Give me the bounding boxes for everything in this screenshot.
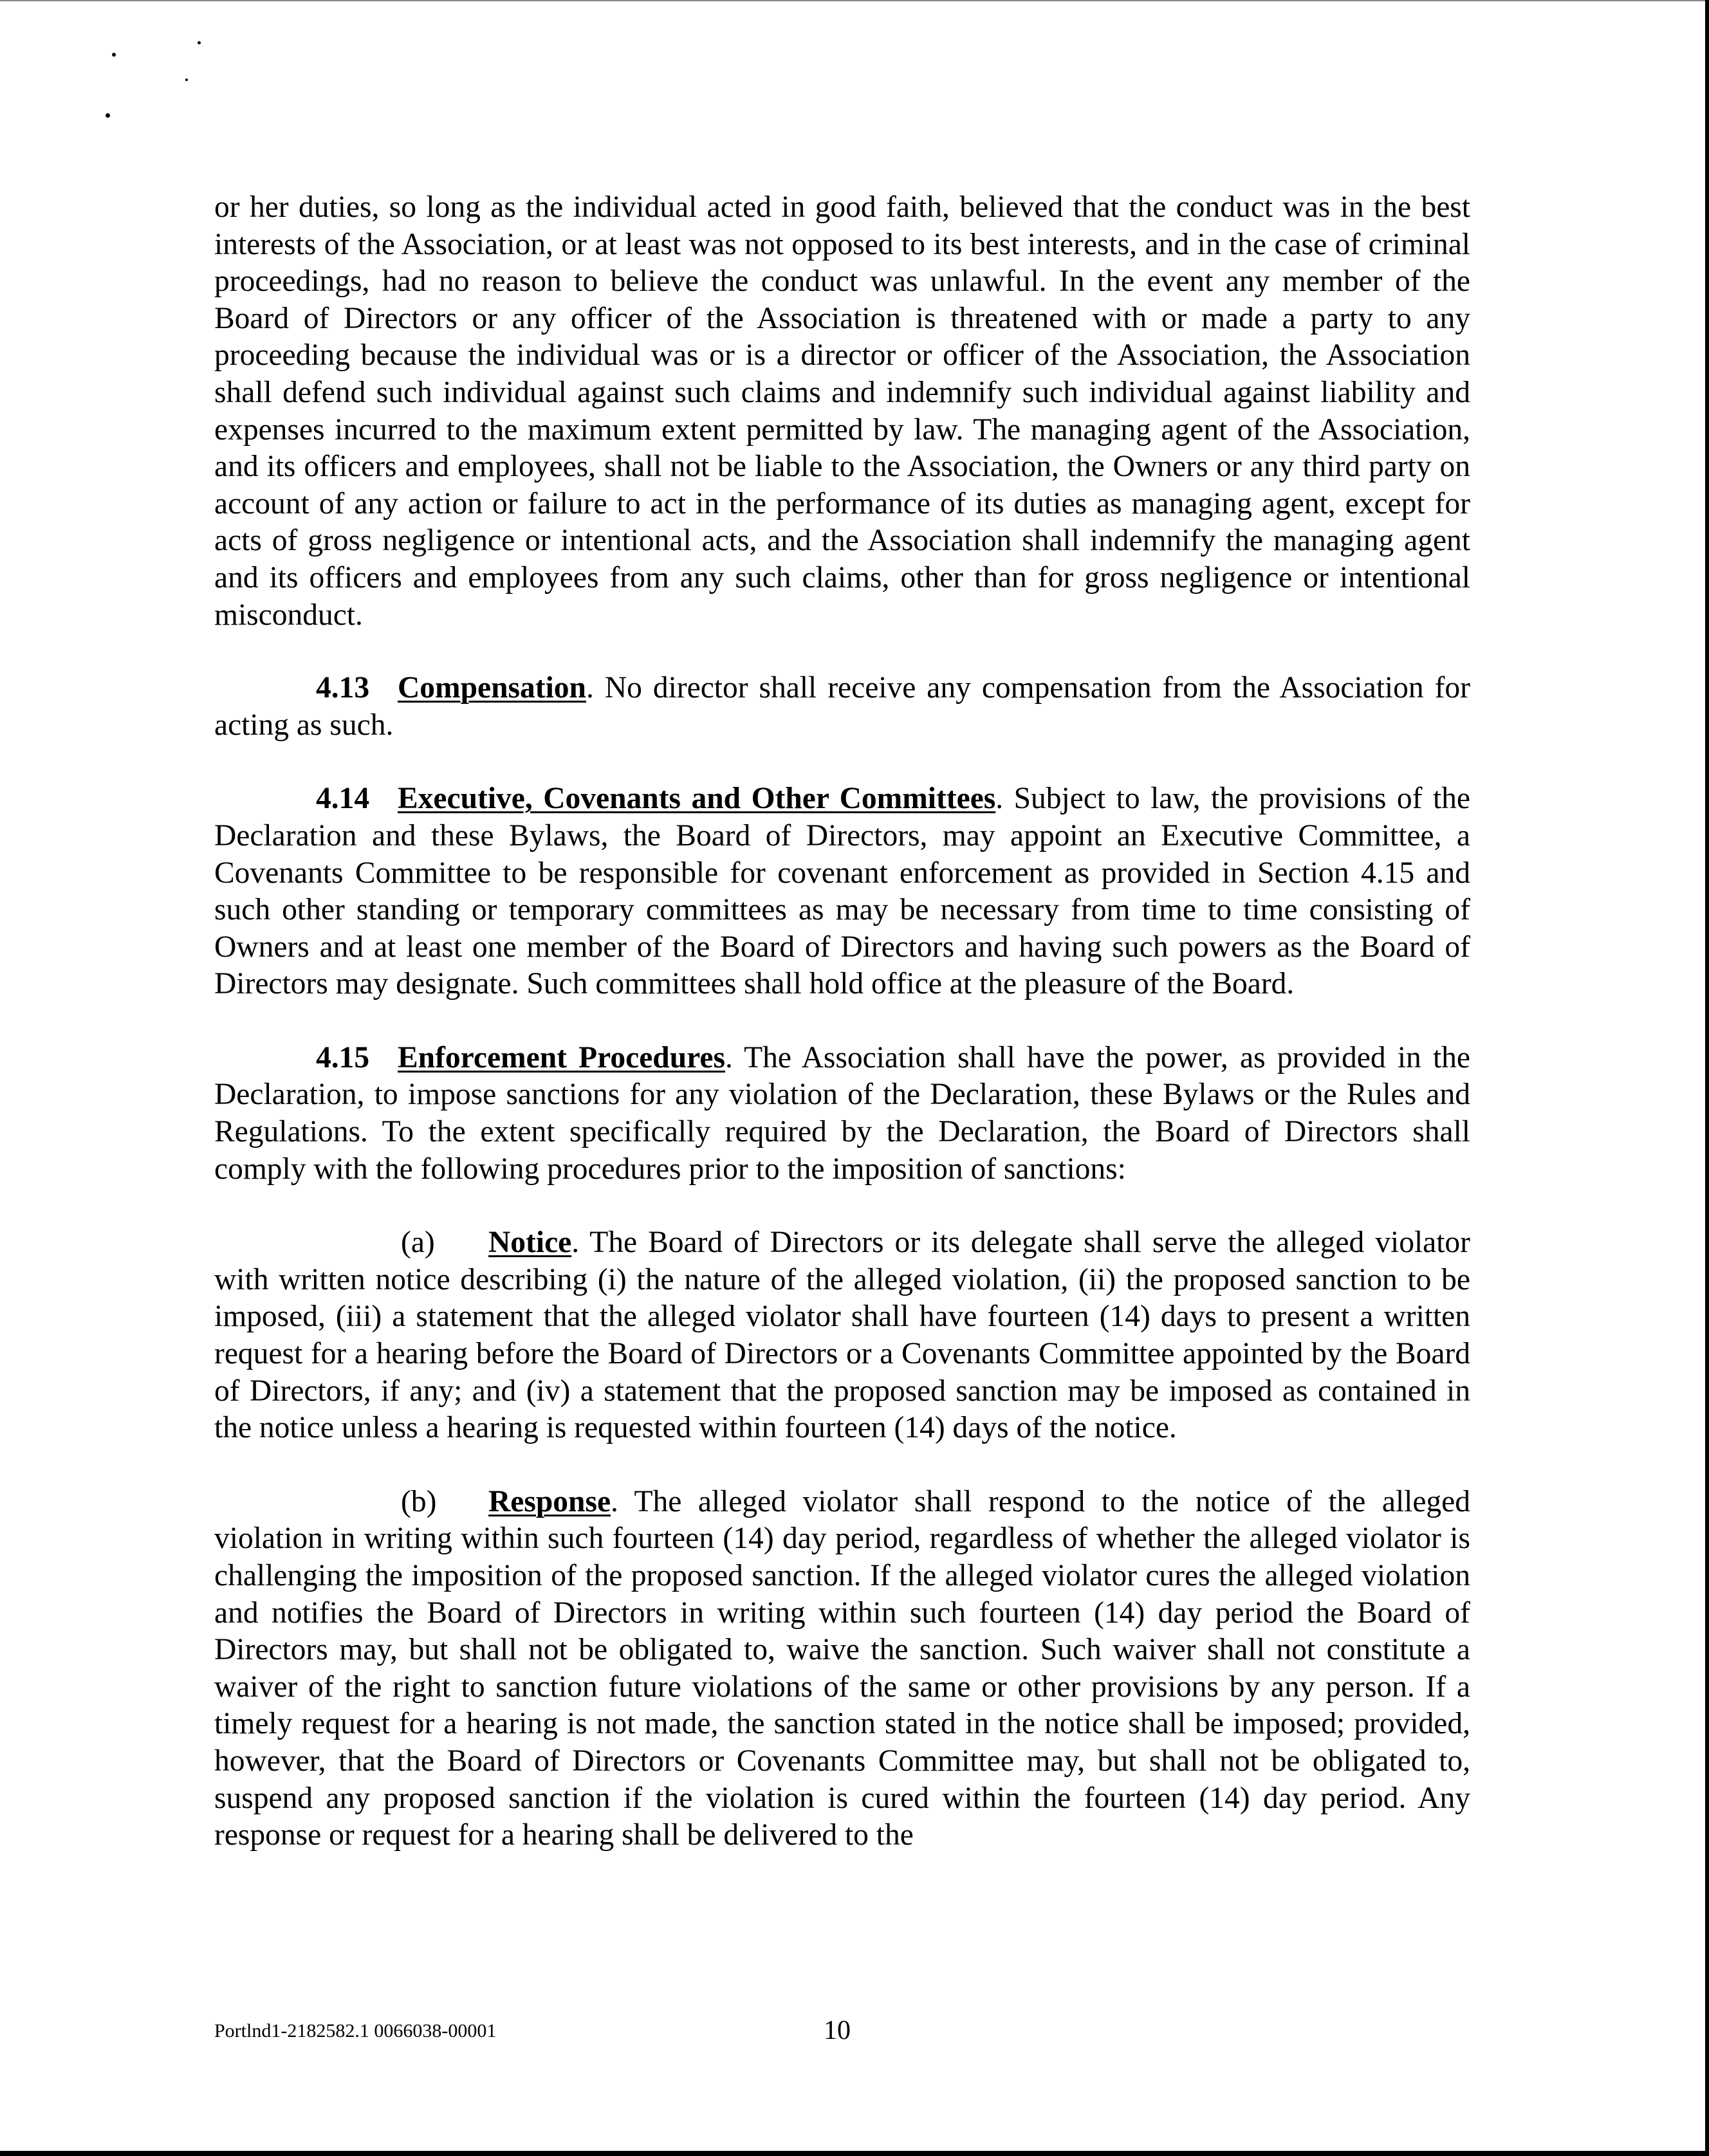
scan-speck <box>185 78 188 81</box>
scan-speck <box>198 41 201 44</box>
section-4-14 <box>214 780 1470 1003</box>
scan-speck <box>112 53 116 57</box>
footer-page-number: 10 <box>824 2016 851 2045</box>
section-4-13 <box>214 670 1470 744</box>
subsection-label: (b) <box>401 1484 437 1518</box>
section-text: . The Association shall have the power, as provided in the Declaration, to impose sanctions for any violation of the Declaration, these Bylaws or the Rules and Regulations. To the extent specifically required by the Declaration, the Board of Directors shall comply with the following procedures prior to the imposition of sanctions: <box>214 1040 1470 1186</box>
document-body <box>214 189 1470 1891</box>
section-heading: Compensation <box>398 671 586 705</box>
footer-document-id: Portlnd1-2182582.1 0066038-00001 <box>214 2020 497 2041</box>
scan-bottom-border <box>0 2151 1709 2156</box>
section-number: 4.14 <box>316 782 370 816</box>
section-number: 4.15 <box>316 1040 370 1074</box>
section-number: 4.13 <box>316 671 370 705</box>
subsection-heading: Notice <box>488 1226 572 1260</box>
section-heading: Executive, Covenants and Other Committees <box>398 782 996 816</box>
section-4-15 <box>214 1040 1470 1188</box>
subsection-text: . The alleged violator shall respond to the notice of the alleged violation in writing within such fourteen (14) day period, regardless of whether the alleged violator is challenging the imposition of the proposed sanction. If the alleged violator cures the alleged violation and notifies the Board of Directors in writing within such fourteen (14) day period the Board of Directors may, but shall not be obligated to, waive the sanction. Such waiver shall not constitute a waiver of the right to sanction future violations of the same or other provisions by any person. If a timely request for a hearing is not made, the sanction stated in the notice shall be imposed; provided, however, that the Board of Directors or Covenants Committee may, but shall not be obligated to, suspend any proposed sanction if the violation is cured within the fourteen (14) day period. Any response or request for a hearing shall be delivered to the <box>214 1484 1470 1852</box>
section-heading: Enforcement Procedures <box>398 1040 725 1074</box>
subsection-text: . The Board of Directors or its delegate shall serve the alleged violator with written notice describing (i) the nature of the alleged violation, (ii) the proposed sanction to be imposed, (iii) a statement that the alleged violator shall have fourteen (14) days to present a written request for a hearing before the Board of Directors or a Covenants Committee appointed by the Board of Directors, if any; and (iv) a statement that the proposed sanction may be imposed as contained in the notice unless a hearing is requested within fourteen (14) days of the notice. <box>214 1226 1470 1445</box>
subsection-heading: Response <box>488 1484 611 1518</box>
subsection-b <box>214 1484 1470 1854</box>
section-text: . Subject to law, the provisions of the Declaration and these Bylaws, the Board of Directors, may appoint an Executive Committee, a Covenants Committee to be responsible for covenant enforcement as provided in Section 4.15 and such other standing or temporary committees as may be necessary from time to time consisting of Owners and at least one member of the Board of Directors and having such powers as the Board of Directors may designate. Such committees shall hold office at the pleasure of the Board. <box>214 782 1470 1001</box>
scan-speck <box>106 113 110 118</box>
scan-top-edge <box>0 0 1709 1</box>
subsection-label: (a) <box>401 1226 435 1260</box>
subsection-a <box>214 1224 1470 1447</box>
continued-paragraph: or her duties, so long as the individual acted in good faith, believed that the conduct was in the best interests of the Association, or at least was not opposed to its best interests, and in the case of criminal proceedings, had no reason to believe the conduct was unlawful. In the event any member of the Board of Directors or any officer of the Association is threatened with or made a party to any proceeding because the individual was or is a director or officer of the Association, the Association shall defend such individual against such claims and indemnify such individual against liability and expenses incurred to the maximum extent permitted by law. The managing agent of the Association, and its officers and employees, shall not be liable to the Association, the Owners or any third party on account of any action or failure to act in the performance of its duties as managing agent, except for acts of gross negligence or intentional acts, and the Association shall indemnify the managing agent and its officers and employees from any such claims, other than for gross negligence or intentional misconduct. <box>214 190 1470 632</box>
scan-right-border <box>1705 0 1709 2156</box>
section-text: . No director shall receive any compensation from the Association for acting as such. <box>214 671 1470 742</box>
